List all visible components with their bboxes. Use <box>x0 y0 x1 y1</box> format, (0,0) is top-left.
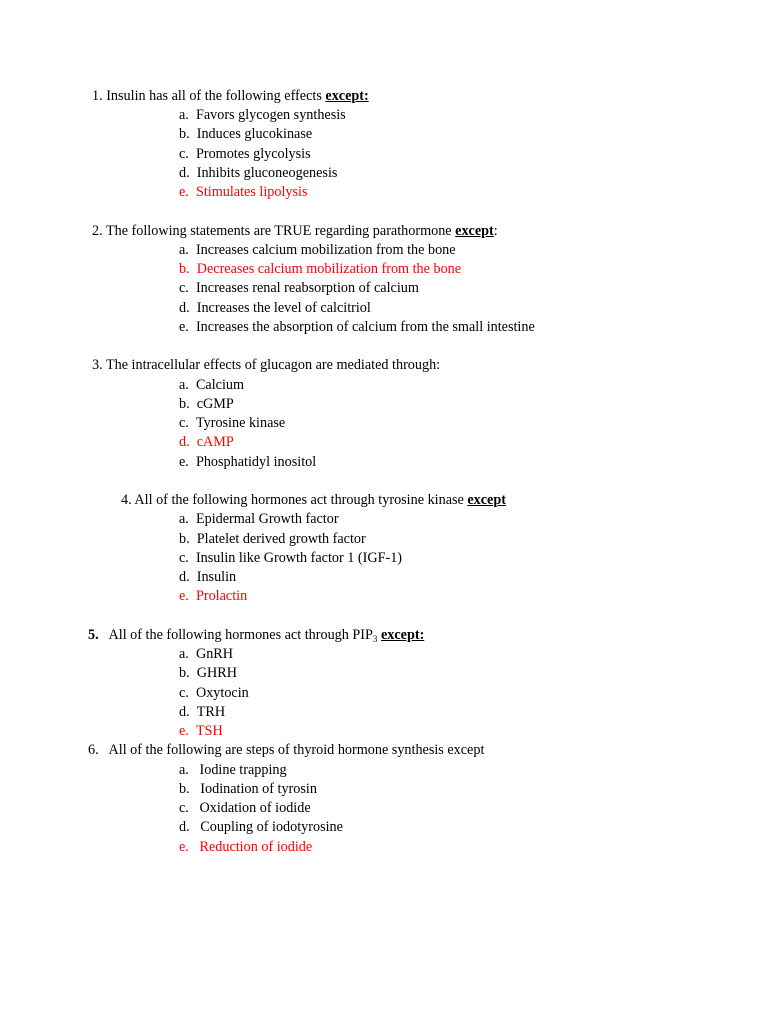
question-number: 3. <box>92 357 103 373</box>
q6-option-a: a. Iodine trapping <box>179 762 287 778</box>
question-5 <box>88 627 424 644</box>
q4-option-e-answer: e. Prolactin <box>179 588 248 604</box>
question-2: 2. The following statements are TRUE regarding parathormone except: <box>92 223 498 239</box>
question-emphasis: except <box>467 492 506 508</box>
q2-option-a: a. Increases calcium mobilization from the bone <box>179 242 456 258</box>
q1-option-e-answer: e. Stimulates lipolysis <box>179 184 308 200</box>
q6-option-b: b. Iodination of tyrosin <box>179 781 317 797</box>
q6-option-e-answer: e. Reduction of iodide <box>179 839 313 855</box>
question-6 <box>88 742 484 758</box>
q3-option-c: c. Tyrosine kinase <box>179 415 286 431</box>
q5-option-d: d. TRH <box>179 704 226 720</box>
q5-option-c: c. Oxytocin <box>179 685 249 701</box>
q5-option-b: b. GHRH <box>179 665 237 681</box>
question-number: 5. <box>88 627 99 643</box>
question-number: 4. <box>121 492 132 508</box>
q3-option-e: e. Phosphatidyl inositol <box>179 454 317 470</box>
q4-option-a: a. Epidermal Growth factor <box>179 511 339 527</box>
q2-option-c: c. Increases renal reabsorption of calcium <box>179 280 419 296</box>
q1-option-b: b. Induces glucokinase <box>179 126 313 142</box>
question-number: 1. <box>92 88 103 104</box>
question-4 <box>121 492 506 508</box>
q5-option-e-answer: e. TSH <box>179 723 223 739</box>
q4-option-d: d. Insulin <box>179 569 237 585</box>
question-emphasis: except: <box>380 627 425 643</box>
q4-option-c: c. Insulin like Growth factor 1 (IGF-1) <box>179 550 403 566</box>
question-3 <box>92 357 440 373</box>
q1-option-d: d. Inhibits gluconeogenesis <box>179 165 338 181</box>
subscript: 3 <box>372 634 378 644</box>
question-text: The following statements are TRUE regarding parathormone <box>105 223 456 239</box>
q4-option-b: b. Platelet derived growth factor <box>179 531 366 547</box>
question-1 <box>92 88 369 104</box>
question-emphasis: except <box>455 223 494 239</box>
question-number: 6. <box>88 742 99 758</box>
q3-option-d-answer: d. cAMP <box>179 434 234 450</box>
q3-option-b: b. cGMP <box>179 396 234 412</box>
q6-option-c: c. Oxidation of iodide <box>179 800 311 816</box>
q1-option-c: c. Promotes glycolysis <box>179 146 311 162</box>
question-emphasis: except: <box>325 88 369 104</box>
question-text: All of the following are steps of thyroid hormone synthesis except <box>108 742 485 758</box>
q1-option-a: a. Favors glycogen synthesis <box>179 107 346 123</box>
q2-option-e: e. Increases the absorption of calcium from the small intestine <box>179 319 535 335</box>
q6-option-d: d. Coupling of iodotyrosine <box>179 819 343 835</box>
q5-option-a: a. GnRH <box>179 646 234 662</box>
question-text: Insulin has all of the following effects <box>106 88 326 104</box>
question-text: The intracellular effects of glucagon are mediated through: <box>105 357 441 373</box>
question-text: All of the following hormones act through tyrosine kinase <box>134 492 468 508</box>
question-number: 2. <box>92 223 103 239</box>
q2-option-b-answer: b. Decreases calcium mobilization from the bone <box>179 261 462 277</box>
q3-option-a: a. Calcium <box>179 377 245 393</box>
question-text: All of the following hormones act through PIP <box>108 627 373 643</box>
q2-option-d: d. Increases the level of calcitriol <box>179 300 371 316</box>
